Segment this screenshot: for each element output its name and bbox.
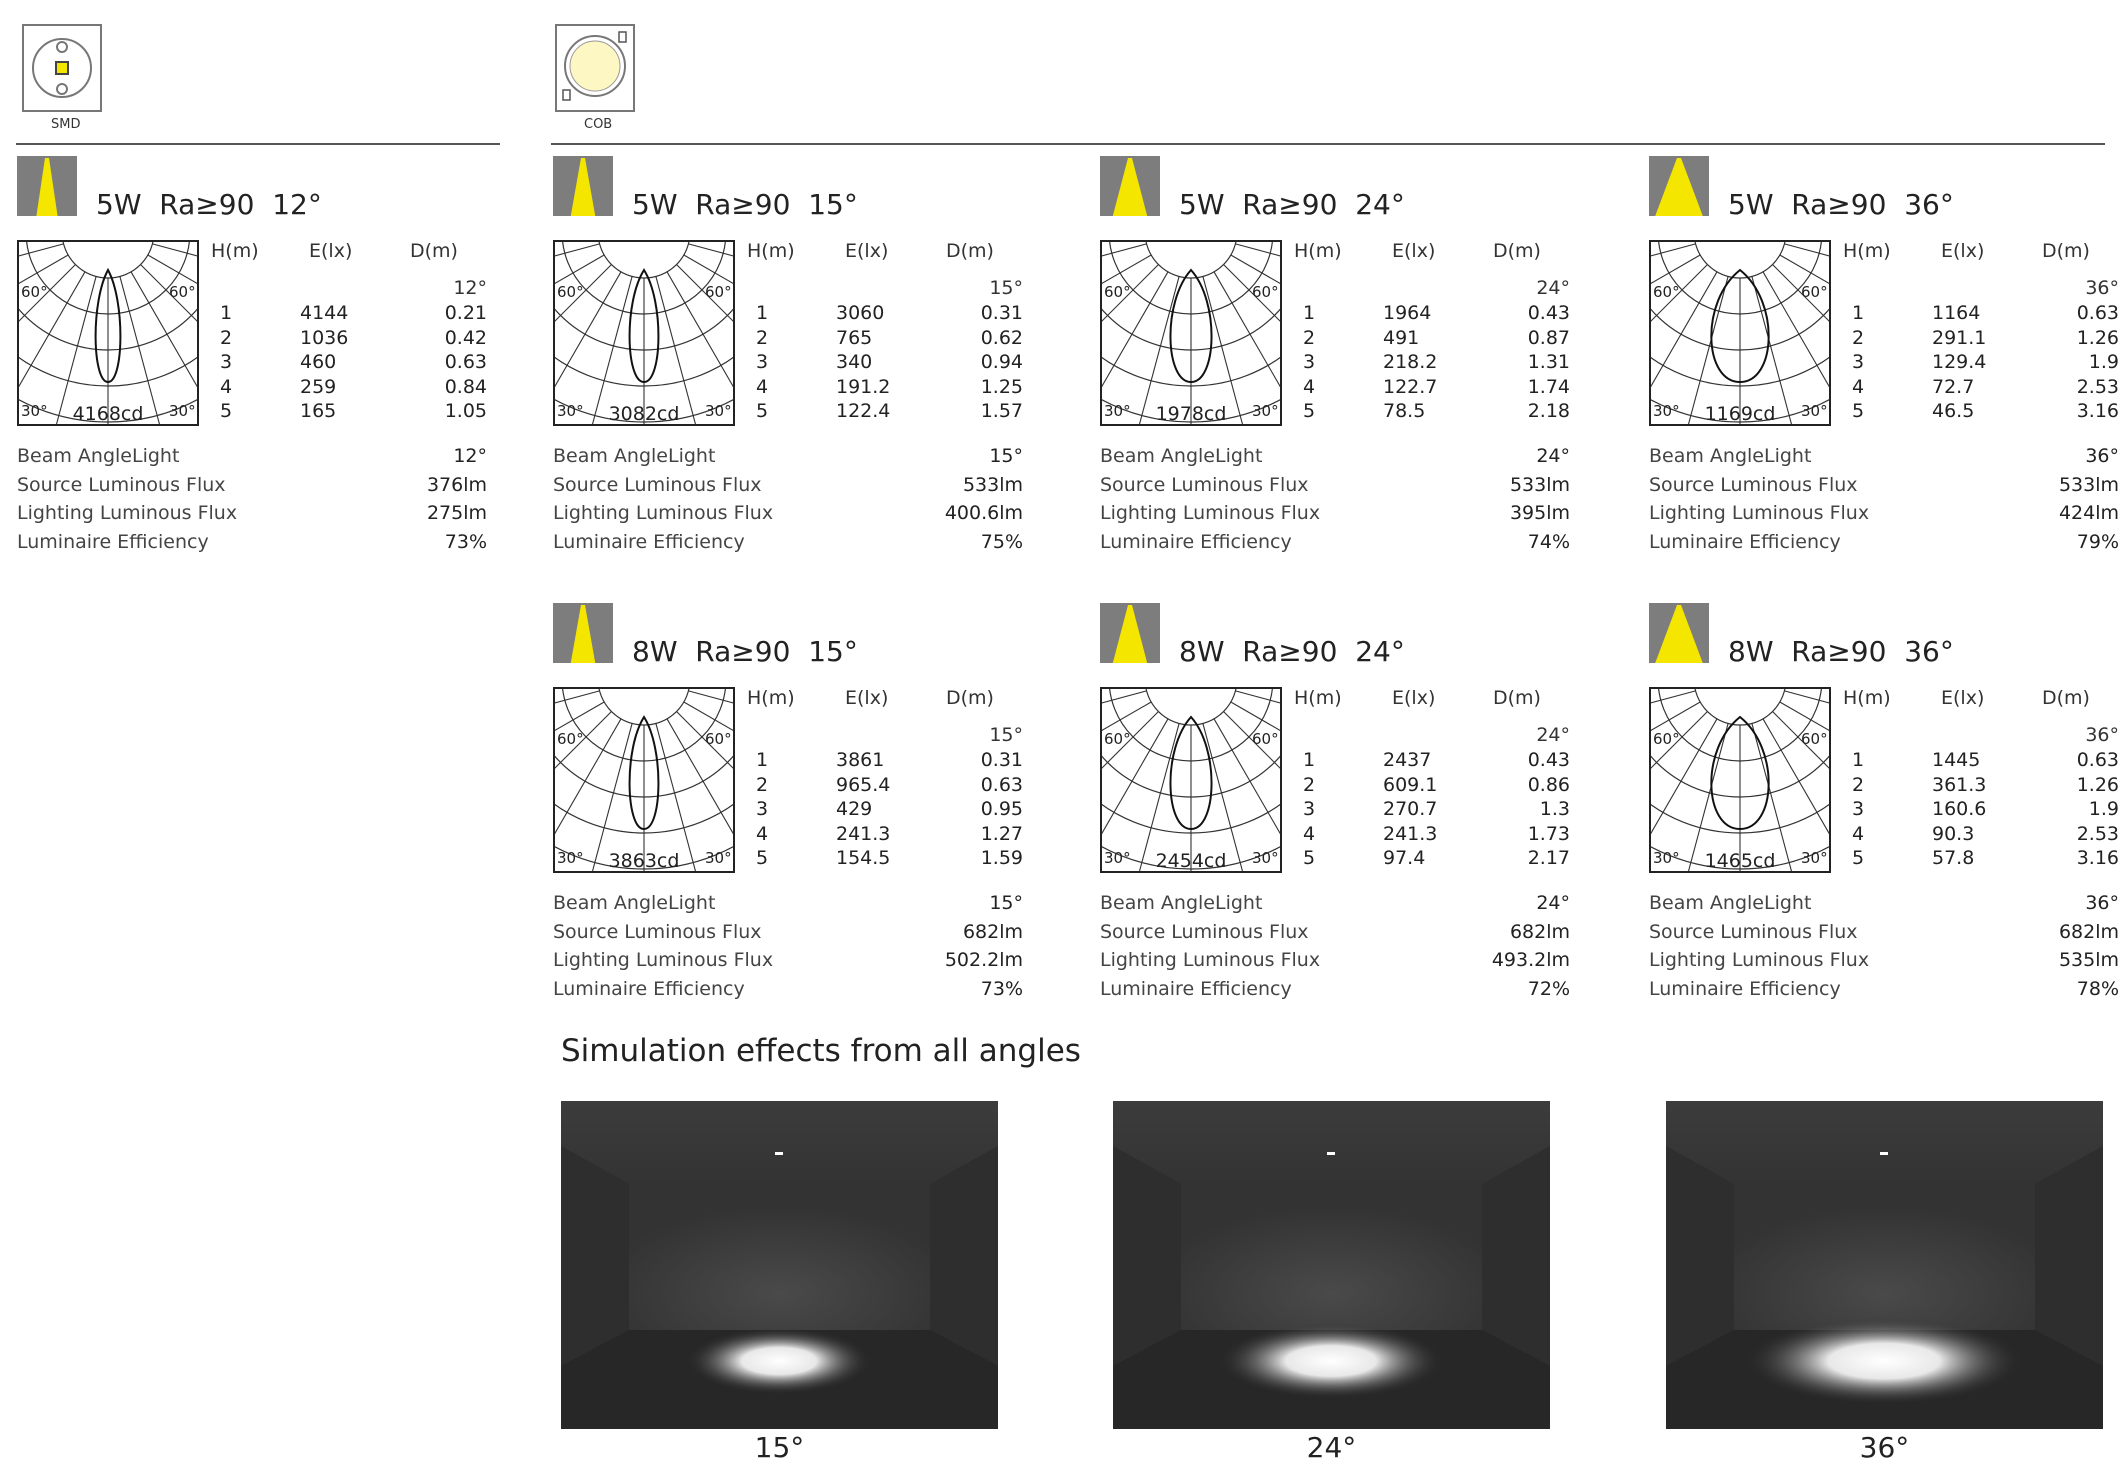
diameter-column (903, 302, 1023, 425)
photometric-card (1649, 603, 2119, 1023)
height-value: 5 (1852, 400, 1865, 423)
height-value: 1 (1303, 302, 1316, 324)
smd-label: SMD (51, 117, 81, 132)
photometric-card (553, 156, 1023, 576)
diameter-value: 0.31 (980, 749, 1023, 771)
height-value: 2 (220, 326, 233, 349)
simulation-title: Simulation effects from all angles (561, 1033, 1081, 1069)
spec-label: Beam AngleLight (1100, 445, 1263, 467)
polar-label-60-right: 60° (705, 730, 732, 748)
diameter-value: 0.84 (444, 375, 487, 398)
spec-value: 400.6lm (944, 502, 1023, 525)
candela-value: 1169cd (1704, 403, 1776, 425)
diameter-value: 2.18 (1527, 400, 1570, 423)
candela-value: 3082cd (608, 403, 680, 425)
header-d: D(m) (946, 687, 994, 709)
illuminance-value: 122.4 (836, 400, 891, 423)
simulation-caption: 15° (754, 1431, 805, 1464)
header-d: D(m) (1493, 240, 1541, 262)
polar-label-60-left: 60° (557, 730, 584, 748)
spec-label: Beam AngleLight (553, 892, 716, 914)
spec-value: 75% (980, 530, 1023, 553)
height-value: 4 (756, 822, 769, 845)
height-value: 2 (1303, 773, 1316, 796)
diameter-value: 3.16 (2076, 400, 2119, 423)
illuminance-value: 218.2 (1383, 351, 1438, 374)
diameter-value: 0.63 (2076, 749, 2119, 771)
height-value: 3 (1303, 798, 1316, 821)
spec-value: 74% (1527, 530, 1570, 553)
header-e: E(lx) (845, 240, 889, 262)
polar-label-60-left: 60° (1653, 730, 1680, 748)
simulation-render (1666, 1101, 2103, 1429)
polar-label-60-left: 60° (21, 283, 48, 301)
spec-labels (1649, 892, 1869, 1006)
spec-label: Luminaire Efficiency (1100, 530, 1292, 553)
spec-label: Source Luminous Flux (1649, 920, 1858, 943)
diameter-value: 1.9 (2088, 351, 2119, 374)
diameter-value: 1.74 (1527, 375, 1570, 398)
card-title: 5W Ra≥90 24° (1179, 188, 1405, 221)
illuminance-value: 270.7 (1383, 798, 1438, 821)
height-column (220, 302, 250, 425)
polar-label-30-left: 30° (1653, 402, 1680, 420)
beam-cone-icon (1100, 156, 1160, 216)
diameter-value: 1.27 (980, 822, 1023, 845)
spec-labels (1100, 892, 1320, 1006)
spec-values (945, 892, 1023, 1006)
spec-value: 682lm (1509, 920, 1570, 943)
cob-label: COB (584, 117, 613, 132)
height-value: 4 (1303, 375, 1316, 398)
illuminance-value: 46.5 (1932, 400, 1975, 423)
diameter-column (1999, 302, 2119, 425)
polar-label-60-left: 60° (1104, 283, 1131, 301)
spec-value: 533lm (2058, 473, 2119, 496)
beam-cone-icon (553, 156, 613, 216)
height-column (1852, 749, 1882, 872)
height-value: 1 (1852, 749, 1865, 771)
spec-values (1492, 892, 1570, 1006)
diameter-value: 0.43 (1527, 302, 1570, 324)
header-h: H(m) (1294, 240, 1342, 262)
polar-label-30-right: 30° (1801, 849, 1828, 867)
polar-diagram (1100, 240, 1282, 426)
illuminance-value: 129.4 (1932, 351, 1987, 374)
header-h: H(m) (1843, 240, 1891, 262)
diameter-column (1450, 302, 1570, 425)
spec-value: 36° (2085, 892, 2119, 914)
spec-label: Luminaire Efficiency (1649, 977, 1841, 1000)
header-e: E(lx) (1392, 240, 1436, 262)
illuminance-value: 965.4 (836, 773, 891, 796)
cob-chip-icon (555, 24, 635, 112)
illuminance-value: 97.4 (1383, 847, 1426, 870)
spec-label: Lighting Luminous Flux (1100, 502, 1321, 525)
spec-value: 78% (2076, 977, 2119, 1000)
spec-labels (1649, 445, 1869, 559)
photometric-card (1100, 603, 1570, 1023)
beam-cone-icon (17, 156, 77, 216)
height-value: 5 (1852, 847, 1865, 870)
illuminance-value: 191.2 (836, 375, 891, 398)
diameter-value: 0.63 (444, 351, 487, 374)
height-value: 3 (1852, 798, 1865, 821)
polar-label-30-left: 30° (557, 849, 584, 867)
spec-value: 682lm (962, 920, 1023, 943)
diameter-value: 1.05 (444, 400, 487, 423)
height-value: 5 (756, 400, 769, 423)
spec-label: Luminaire Efficiency (1100, 977, 1292, 1000)
height-value: 4 (1852, 822, 1865, 845)
spec-label: Beam AngleLight (553, 445, 716, 467)
spec-labels (553, 892, 773, 1006)
polar-label-60-right: 60° (1801, 283, 1828, 301)
spec-label: Lighting Luminous Flux (1649, 502, 1870, 525)
spec-values (945, 445, 1023, 559)
simulation-render (561, 1101, 998, 1429)
spec-labels (1100, 445, 1320, 559)
illuminance-value: 291.1 (1932, 326, 1987, 349)
spec-label: Source Luminous Flux (1100, 920, 1309, 943)
candela-value: 4168cd (72, 403, 144, 425)
spec-value: 73% (444, 530, 487, 553)
table-angle: 36° (2085, 724, 2119, 746)
diameter-column (367, 302, 487, 425)
spec-value: 533lm (962, 473, 1023, 496)
spec-value: 376lm (426, 473, 487, 496)
diameter-value: 2.53 (2076, 375, 2119, 398)
height-value: 4 (1303, 822, 1316, 845)
polar-label-60-right: 60° (169, 283, 196, 301)
header-d: D(m) (1493, 687, 1541, 709)
illuminance-value: 122.7 (1383, 375, 1438, 398)
diameter-value: 0.21 (444, 302, 487, 324)
spec-value: 493.2lm (1491, 949, 1570, 972)
spec-label: Luminaire Efficiency (1649, 530, 1841, 553)
spec-value: 72% (1527, 977, 1570, 1000)
height-value: 5 (220, 400, 233, 423)
polar-label-30-right: 30° (1252, 849, 1279, 867)
diameter-value: 2.53 (2076, 822, 2119, 845)
header-d: D(m) (410, 240, 458, 262)
diameter-value: 0.42 (444, 326, 487, 349)
header-e: E(lx) (1941, 240, 1985, 262)
spec-value: 24° (1536, 892, 1570, 914)
header-h: H(m) (1294, 687, 1342, 709)
height-value: 2 (1852, 773, 1865, 796)
spec-value: 15° (989, 445, 1023, 467)
diameter-value: 1.26 (2076, 326, 2119, 349)
table-angle: 12° (453, 277, 487, 299)
spec-label: Source Luminous Flux (1100, 473, 1309, 496)
polar-label-60-left: 60° (557, 283, 584, 301)
spec-value: 275lm (426, 502, 487, 525)
simulation-caption: 36° (1859, 1431, 1910, 1464)
illuminance-value: 259 (300, 375, 337, 398)
polar-diagram (553, 687, 735, 873)
polar-label-30-right: 30° (169, 402, 196, 420)
illuminance-value: 1445 (1932, 749, 1981, 771)
height-value: 1 (1852, 302, 1865, 324)
candela-value: 2454cd (1155, 850, 1227, 872)
spec-values (2059, 892, 2119, 1006)
diameter-value: 0.86 (1527, 773, 1570, 796)
table-angle: 24° (1536, 724, 1570, 746)
spec-label: Source Luminous Flux (553, 920, 762, 943)
table-angle: 24° (1536, 277, 1570, 299)
beam-cone-icon (1649, 603, 1709, 663)
header-e: E(lx) (1941, 687, 1985, 709)
diameter-value: 1.26 (2076, 773, 2119, 796)
candela-value: 3863cd (608, 850, 680, 872)
height-value: 3 (1303, 351, 1316, 374)
spec-value: 395lm (1509, 502, 1570, 525)
height-value: 1 (220, 302, 233, 324)
polar-diagram (1100, 687, 1282, 873)
card-title: 5W Ra≥90 12° (96, 188, 322, 221)
card-title: 8W Ra≥90 15° (632, 635, 858, 668)
diameter-value: 1.25 (980, 375, 1023, 398)
spec-label: Beam AngleLight (1649, 445, 1812, 467)
smd-chip-icon (22, 24, 102, 112)
height-value: 4 (220, 375, 233, 398)
height-value: 3 (756, 351, 769, 374)
illuminance-value: 160.6 (1932, 798, 1987, 821)
illuminance-value: 3060 (836, 302, 885, 324)
spec-value: 535lm (2058, 949, 2119, 972)
spec-label: Luminaire Efficiency (17, 530, 209, 553)
diameter-value: 1.9 (2088, 798, 2119, 821)
diameter-value: 0.31 (980, 302, 1023, 324)
spec-label: Lighting Luminous Flux (1649, 949, 1870, 972)
spec-value: 73% (980, 977, 1023, 1000)
diameter-value: 0.63 (980, 773, 1023, 796)
diameter-value: 0.43 (1527, 749, 1570, 771)
height-value: 5 (756, 847, 769, 870)
illuminance-value: 241.3 (1383, 822, 1438, 845)
spec-label: Beam AngleLight (1649, 892, 1812, 914)
spec-label: Lighting Luminous Flux (17, 502, 238, 525)
polar-label-30-left: 30° (1653, 849, 1680, 867)
height-value: 2 (1303, 326, 1316, 349)
polar-diagram (17, 240, 199, 426)
photometric-card (17, 156, 487, 576)
illuminance-value: 72.7 (1932, 375, 1975, 398)
height-column (1303, 302, 1333, 425)
header-e: E(lx) (845, 687, 889, 709)
illuminance-value: 90.3 (1932, 822, 1975, 845)
divider-smd (16, 143, 500, 145)
spec-label: Source Luminous Flux (1649, 473, 1858, 496)
polar-label-30-right: 30° (705, 849, 732, 867)
diameter-value: 0.63 (2076, 302, 2119, 324)
diameter-column (1450, 749, 1570, 872)
card-title: 5W Ra≥90 15° (632, 188, 858, 221)
header-e: E(lx) (1392, 687, 1436, 709)
diameter-value: 2.17 (1527, 847, 1570, 870)
diameter-value: 3.16 (2076, 847, 2119, 870)
spec-values (427, 445, 487, 559)
height-value: 1 (756, 749, 769, 771)
height-column (756, 749, 786, 872)
polar-label-30-left: 30° (21, 402, 48, 420)
illuminance-value: 340 (836, 351, 873, 374)
spec-values (1510, 445, 1570, 559)
illuminance-value: 165 (300, 400, 337, 423)
polar-label-60-left: 60° (1653, 283, 1680, 301)
diameter-value: 0.95 (980, 798, 1023, 821)
spec-label: Lighting Luminous Flux (553, 949, 774, 972)
illuminance-value: 609.1 (1383, 773, 1438, 796)
beam-cone-icon (1649, 156, 1709, 216)
spec-value: 424lm (2058, 502, 2119, 525)
height-value: 4 (756, 375, 769, 398)
table-angle: 15° (989, 277, 1023, 299)
beam-cone-icon (553, 603, 613, 663)
header-d: D(m) (2042, 240, 2090, 262)
header-h: H(m) (747, 687, 795, 709)
polar-label-30-right: 30° (1252, 402, 1279, 420)
illuminance-value: 154.5 (836, 847, 891, 870)
height-value: 1 (756, 302, 769, 324)
diameter-value: 1.57 (980, 400, 1023, 423)
illuminance-value: 241.3 (836, 822, 891, 845)
spec-label: Lighting Luminous Flux (1100, 949, 1321, 972)
polar-diagram (1649, 240, 1831, 426)
header-h: H(m) (211, 240, 259, 262)
illuminance-value: 57.8 (1932, 847, 1975, 870)
height-value: 3 (756, 798, 769, 821)
height-value: 4 (1852, 375, 1865, 398)
simulation-render (1113, 1101, 1550, 1429)
header-h: H(m) (1843, 687, 1891, 709)
header-d: D(m) (2042, 687, 2090, 709)
diameter-value: 0.62 (980, 326, 1023, 349)
diameter-column (1999, 749, 2119, 872)
candela-value: 1465cd (1704, 850, 1776, 872)
diameter-value: 1.59 (980, 847, 1023, 870)
illuminance-value: 78.5 (1383, 400, 1426, 423)
illuminance-value: 1964 (1383, 302, 1432, 324)
height-value: 2 (1852, 326, 1865, 349)
height-value: 2 (756, 326, 769, 349)
spec-label: Beam AngleLight (17, 445, 180, 467)
height-value: 3 (1852, 351, 1865, 374)
diameter-value: 1.73 (1527, 822, 1570, 845)
polar-label-30-left: 30° (1104, 849, 1131, 867)
header-h: H(m) (747, 240, 795, 262)
height-value: 1 (1303, 749, 1316, 771)
illuminance-value: 1036 (300, 326, 349, 349)
polar-label-60-right: 60° (1252, 730, 1279, 748)
spec-label: Source Luminous Flux (17, 473, 226, 496)
illuminance-value: 4144 (300, 302, 349, 324)
height-column (756, 302, 786, 425)
illuminance-value: 3861 (836, 749, 885, 771)
illuminance-value: 2437 (1383, 749, 1432, 771)
spec-value: 682lm (2058, 920, 2119, 943)
illuminance-value: 491 (1383, 326, 1420, 349)
photometric-card (1649, 156, 2119, 576)
height-value: 5 (1303, 847, 1316, 870)
polar-label-60-right: 60° (705, 283, 732, 301)
diameter-column (903, 749, 1023, 872)
illuminance-value: 765 (836, 326, 873, 349)
photometric-card (553, 603, 1023, 1023)
polar-label-30-left: 30° (557, 402, 584, 420)
card-title: 8W Ra≥90 24° (1179, 635, 1405, 668)
candela-value: 1978cd (1155, 403, 1227, 425)
diameter-value: 0.94 (980, 351, 1023, 374)
beam-cone-icon (1100, 603, 1160, 663)
spec-label: Lighting Luminous Flux (553, 502, 774, 525)
polar-label-60-right: 60° (1801, 730, 1828, 748)
height-value: 2 (756, 773, 769, 796)
height-value: 5 (1303, 400, 1316, 423)
spec-value: 533lm (1509, 473, 1570, 496)
illuminance-value: 1164 (1932, 302, 1981, 324)
spec-values (2059, 445, 2119, 559)
height-value: 3 (220, 351, 233, 374)
photometric-card (1100, 156, 1570, 576)
spec-value: 79% (2076, 530, 2119, 553)
spec-value: 36° (2085, 445, 2119, 467)
simulation-caption: 24° (1306, 1431, 1357, 1464)
illuminance-value: 361.3 (1932, 773, 1987, 796)
diameter-value: 0.87 (1527, 326, 1570, 349)
polar-label-30-right: 30° (1801, 402, 1828, 420)
table-angle: 15° (989, 724, 1023, 746)
header-e: E(lx) (309, 240, 353, 262)
polar-label-60-left: 60° (1104, 730, 1131, 748)
polar-diagram (1649, 687, 1831, 873)
card-title: 8W Ra≥90 36° (1728, 635, 1954, 668)
polar-label-60-right: 60° (1252, 283, 1279, 301)
height-column (1303, 749, 1333, 872)
spec-labels (17, 445, 237, 559)
illuminance-value: 460 (300, 351, 337, 374)
height-column (1852, 302, 1882, 425)
spec-label: Source Luminous Flux (553, 473, 762, 496)
spec-value: 24° (1536, 445, 1570, 467)
spec-label: Beam AngleLight (1100, 892, 1263, 914)
spec-labels (553, 445, 773, 559)
diameter-value: 1.3 (1539, 798, 1570, 821)
spec-label: Luminaire Efficiency (553, 530, 745, 553)
header-d: D(m) (946, 240, 994, 262)
polar-label-30-right: 30° (705, 402, 732, 420)
spec-value: 12° (453, 445, 487, 467)
spec-label: Luminaire Efficiency (553, 977, 745, 1000)
card-title: 5W Ra≥90 36° (1728, 188, 1954, 221)
spec-value: 502.2lm (944, 949, 1023, 972)
table-angle: 36° (2085, 277, 2119, 299)
polar-label-30-left: 30° (1104, 402, 1131, 420)
spec-value: 15° (989, 892, 1023, 914)
diameter-value: 1.31 (1527, 351, 1570, 374)
illuminance-value: 429 (836, 798, 873, 821)
polar-diagram (553, 240, 735, 426)
divider-cob (551, 143, 2105, 145)
